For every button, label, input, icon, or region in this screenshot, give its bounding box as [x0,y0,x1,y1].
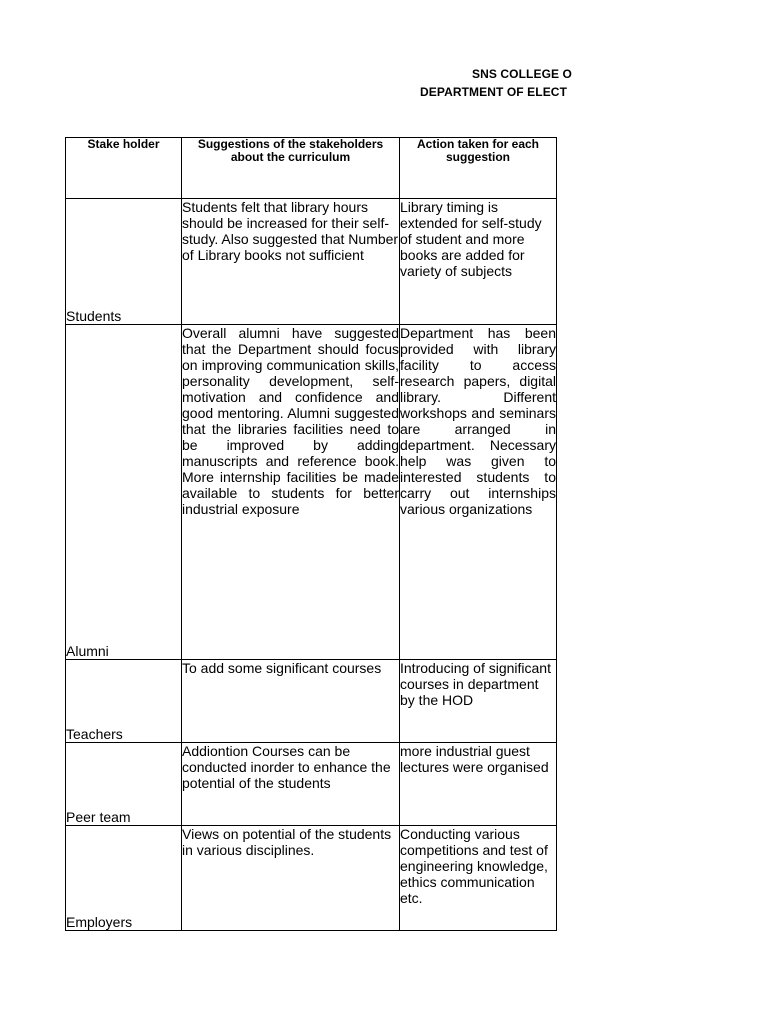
table-row [66,826,557,931]
action-cell: Conducting various competitions and test of engineering knowledge, ethics communication etc. [400,826,557,931]
stakeholder-cell: Peer team [66,743,182,826]
table-row [66,743,557,826]
suggestion-cell: Students felt that library hours should be increased for their self-study. Also suggested that Number of Library books not sufficient [182,199,400,325]
action-cell: Department has been provided with library facility to access research papers, digital library. Different workshops and seminars are arranged in department. Necessary help was given to interested students to carry out internships various organizations [400,325,557,660]
column-header-action: Action taken for each suggestion [400,138,557,199]
document-header [0,0,572,110]
stakeholder-cell: Teachers [66,660,182,743]
suggestion-cell: Overall alumni have suggested that the Department should focus on improving communication skills, personality development, self-motivation and confidence and good mentoring. Alumni suggested that the libraries facilities need to be improved by adding manuscripts and reference book. More internship facilities be made available to students for better industrial exposure [182,325,400,660]
table-row [66,660,557,743]
action-cell: Library timing is extended for self-study of student and more books are added for variety of subjects [400,199,557,325]
action-cell: Introducing of significant courses in department by the HOD [400,660,557,743]
department-name: DEPARTMENT OF ELECT [420,85,568,99]
college-name: SNS COLLEGE O [472,67,572,81]
stakeholder-cell: Students [66,199,182,325]
stakeholder-feedback-table [65,137,557,931]
stakeholder-cell: Employers [66,826,182,931]
table-row [66,199,557,325]
column-header-stakeholder: Stake holder [66,138,182,199]
suggestion-cell: Addiontion Courses can be conducted inorder to enhance the potential of the students [182,743,400,826]
suggestion-cell: To add some significant courses [182,660,400,743]
action-cell: more industrial guest lectures were organised [400,743,557,826]
stakeholder-cell: Alumni [66,325,182,660]
column-header-suggestions: Suggestions of the stakeholders about the curriculum [182,138,400,199]
table-row [66,325,557,660]
suggestion-cell: Views on potential of the students in various disciplines. [182,826,400,931]
table-header-row [66,138,557,199]
